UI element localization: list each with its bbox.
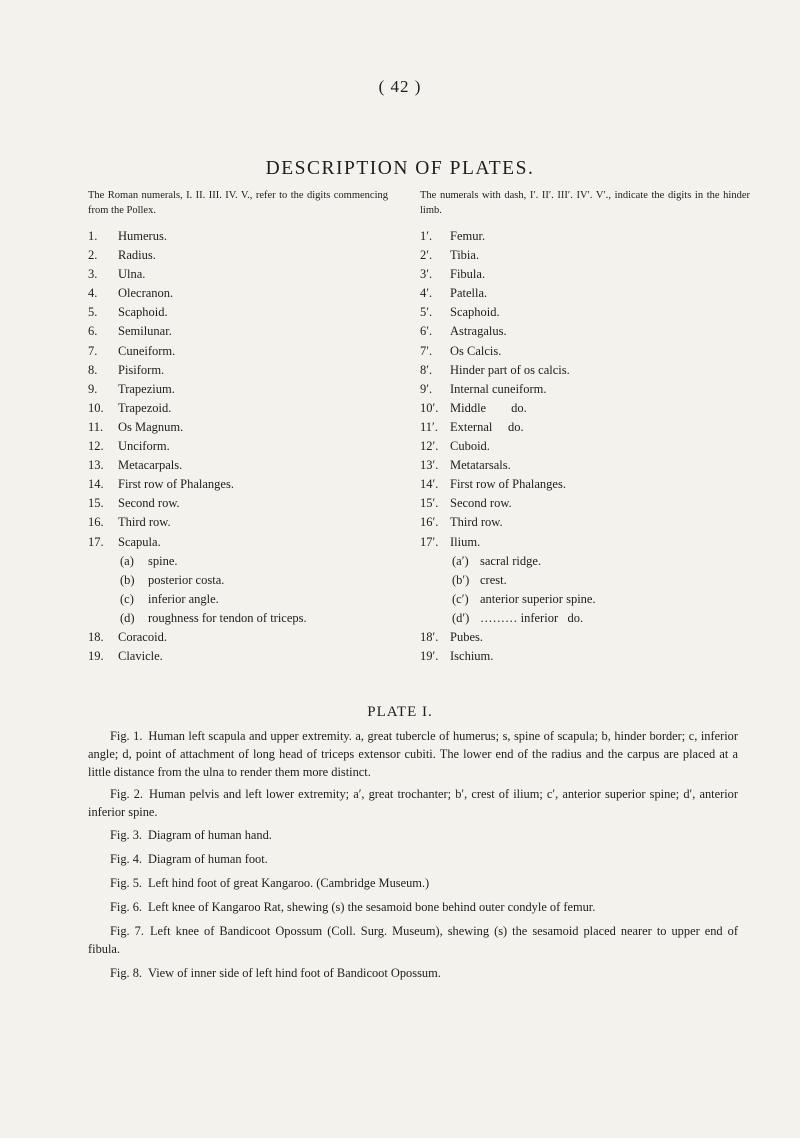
item-number: 1′. [420, 229, 433, 243]
sub-item-label: (c′) [452, 591, 469, 606]
list-item [88, 399, 428, 418]
page-number: ( 42 ) [378, 77, 422, 96]
item-text: Scapula. [118, 534, 161, 549]
list-item [88, 590, 428, 609]
list-item [420, 590, 760, 609]
item-number: 6. [88, 324, 98, 339]
item-number: 12′. [420, 439, 439, 454]
item-number: 18. [88, 629, 104, 644]
item-number: 2′. [420, 248, 433, 263]
sub-item-label: (d) [120, 610, 135, 625]
list-item [420, 437, 760, 456]
item-text: Ulna. [118, 267, 146, 282]
item-text: Scaphoid. [118, 305, 168, 320]
figure-descriptions [88, 728, 738, 989]
list-item [420, 418, 760, 437]
list-item [88, 342, 428, 361]
item-text: Cuneiform. [118, 343, 176, 358]
forelimb-bone-list [88, 227, 428, 666]
item-text: Clavicle. [118, 649, 163, 664]
item-text: Femur. [450, 229, 486, 243]
list-item [88, 456, 428, 475]
item-text: Trapezoid. [118, 400, 172, 415]
sub-item-text: crest. [480, 572, 507, 587]
list-item [88, 380, 428, 399]
list-item [420, 322, 760, 341]
figure-description [88, 965, 738, 983]
list-item [88, 322, 428, 341]
plate-title: PLATE I. [367, 704, 433, 720]
item-text: Os Magnum. [118, 419, 184, 434]
item-number: 14. [88, 477, 104, 492]
figure-label: Fig. 2. [110, 787, 144, 802]
figure-label: Fig. 8. [110, 965, 143, 980]
item-text: Semilunar. [118, 324, 172, 339]
sub-item-text: spine. [148, 553, 178, 568]
item-text: Ilium. [450, 534, 481, 549]
list-item [420, 533, 760, 552]
figure-description [88, 851, 738, 869]
figure-description [88, 899, 738, 917]
sub-item-text: inferior angle. [148, 591, 219, 606]
sub-item-label: (b) [120, 572, 135, 587]
item-number: 17. [88, 534, 104, 549]
item-number: 9′. [420, 381, 433, 396]
item-text: Middle do. [450, 400, 527, 415]
figure-text: Left hind foot of great Kangaroo. (Cambridge Museum.) [148, 875, 430, 890]
figure-label: Fig. 4. [110, 851, 143, 866]
item-number: 14′. [420, 477, 439, 492]
list-item [88, 361, 428, 380]
list-item [88, 475, 428, 494]
sub-item-label: (a) [120, 553, 134, 568]
figure-description [88, 923, 738, 959]
item-number: 3. [88, 267, 98, 282]
list-item [88, 609, 428, 628]
item-number: 17′. [420, 534, 439, 549]
list-item [88, 513, 428, 532]
sub-item-text: sacral ridge. [480, 553, 542, 568]
item-text: Radius. [118, 248, 156, 263]
sub-item-label: (b′) [452, 572, 470, 587]
item-text: Third row. [450, 515, 503, 530]
item-text: Scaphoid. [450, 305, 500, 320]
list-item [420, 571, 760, 590]
item-text: Hinder part of os calcis. [450, 362, 570, 377]
item-number: 13. [88, 458, 104, 473]
item-number: 5. [88, 305, 98, 320]
item-text: Fibula. [450, 267, 486, 282]
item-number: 2. [88, 248, 98, 263]
list-item [420, 456, 760, 475]
item-text: Second row. [450, 496, 512, 511]
item-text: Cuboid. [450, 439, 490, 454]
figure-description [88, 728, 738, 781]
item-text: Humerus. [118, 229, 167, 243]
item-text: External do. [450, 419, 524, 434]
list-item [420, 475, 760, 494]
item-text: Patella. [450, 286, 488, 301]
list-item [420, 380, 760, 399]
figure-description [88, 827, 738, 845]
sub-item-label: (c) [120, 591, 134, 606]
figure-description [88, 786, 738, 822]
figure-label: Fig. 7. [110, 923, 144, 938]
intro-left-note: The Roman numerals, I. II. III. IV. V., refer to the digits commencing from the Pollex. [88, 190, 388, 216]
item-number: 6′. [420, 324, 433, 339]
list-item [420, 284, 760, 303]
item-number: 11′. [420, 419, 438, 434]
item-number: 12. [88, 439, 104, 454]
item-text: Pubes. [450, 629, 483, 644]
list-item [420, 494, 760, 513]
item-text: Astragalus. [450, 324, 507, 339]
figure-text: Human left scapula and upper extremity. a, great tubercle of humerus; s, spine of scapula; b, hinder border; c, inferior angle; d, point of attachment of long head of triceps extensor cubiti. The lower end of the radius and the carpus are placed at a little distance from the ulna to render them more distinct. [88, 729, 738, 779]
sub-item-label: (a′) [452, 553, 469, 568]
page-title: DESCRIPTION OF PLATES. [265, 158, 535, 179]
item-number: 4. [88, 286, 98, 301]
list-item [88, 246, 428, 265]
item-number: 19. [88, 649, 104, 664]
list-item [88, 571, 428, 590]
item-text: Internal cuneiform. [450, 381, 547, 396]
item-number: 1. [88, 229, 98, 243]
item-text: First row of Phalanges. [118, 477, 234, 492]
sub-item-label: (d′) [452, 610, 470, 625]
figure-label: Fig. 1. [110, 729, 143, 743]
list-item [420, 513, 760, 532]
figure-text: Diagram of human hand. [148, 827, 272, 842]
item-number: 11. [88, 419, 104, 434]
item-number: 15′. [420, 496, 439, 511]
list-item [420, 399, 760, 418]
list-item [420, 303, 760, 322]
list-item [88, 647, 428, 666]
list-item [88, 494, 428, 513]
list-item [420, 628, 760, 647]
list-item [88, 533, 428, 552]
item-number: 16. [88, 515, 104, 530]
item-number: 4′. [420, 286, 433, 301]
item-number: 5′. [420, 305, 433, 320]
item-text: First row of Phalanges. [450, 477, 566, 492]
list-item [88, 227, 428, 246]
item-number: 10′. [420, 400, 439, 415]
list-item [420, 609, 760, 628]
item-text: Unciform. [118, 439, 170, 454]
list-item [88, 418, 428, 437]
item-text: Pisiform. [118, 362, 165, 377]
list-item [88, 284, 428, 303]
figure-label: Fig. 3. [110, 827, 143, 842]
list-item [420, 361, 760, 380]
list-item [420, 265, 760, 284]
figure-description [88, 875, 738, 893]
item-number: 10. [88, 400, 104, 415]
sub-item-text: ……… inferior do. [480, 610, 584, 625]
item-text: Third row. [118, 515, 171, 530]
intro-right-note: The numerals with dash, I′. II′. III′. IV′. V′., indicate the digits in the hinder limb. [420, 190, 750, 216]
figure-text: Left knee of Kangaroo Rat, shewing (s) the sesamoid bone behind outer condyle of femur. [148, 899, 596, 914]
item-text: Trapezium. [118, 381, 175, 396]
list-item [420, 227, 760, 246]
item-number: 13′. [420, 458, 439, 473]
figure-text: Diagram of human foot. [148, 851, 268, 866]
list-item [88, 437, 428, 456]
figure-label: Fig. 6. [110, 899, 143, 914]
item-number: 7′. [420, 343, 433, 358]
item-text: Metatarsals. [450, 458, 511, 473]
item-number: 8′. [420, 362, 433, 377]
list-item [420, 342, 760, 361]
item-text: Tibia. [450, 248, 480, 263]
item-number: 3′. [420, 267, 433, 282]
item-text: Olecranon. [118, 286, 174, 301]
sub-item-text: posterior costa. [148, 572, 225, 587]
item-text: Second row. [118, 496, 180, 511]
sub-item-text: anterior superior spine. [480, 591, 596, 606]
item-text: Metacarpals. [118, 458, 183, 473]
item-text: Coracoid. [118, 629, 167, 644]
hindlimb-bone-list [420, 227, 760, 666]
item-number: 15. [88, 496, 104, 511]
figure-text: View of inner side of left hind foot of Bandicoot Opossum. [148, 965, 441, 980]
list-item [420, 647, 760, 666]
item-text: Os Calcis. [450, 343, 502, 358]
item-number: 8. [88, 362, 98, 377]
list-item [88, 628, 428, 647]
list-item [88, 552, 428, 571]
item-number: 7. [88, 343, 98, 358]
item-number: 16′. [420, 515, 439, 530]
list-item [420, 552, 760, 571]
item-number: 18′. [420, 629, 439, 644]
figure-label: Fig. 5. [110, 875, 143, 890]
list-item [88, 303, 428, 322]
figure-text: Human pelvis and left lower extremity; a′, great trochanter; b′, crest of ilium; c′, anterior superior spine; d′, anterior inferior spine. [88, 787, 738, 820]
item-number: 19′. [420, 649, 439, 664]
list-item [88, 265, 428, 284]
list-item [420, 246, 760, 265]
item-text: Ischium. [450, 649, 494, 664]
item-number: 9. [88, 381, 98, 396]
figure-text: Left knee of Bandicoot Opossum (Coll. Surg. Museum), shewing (s) the sesamoid placed nearer to upper end of fibula. [88, 923, 738, 956]
sub-item-text: roughness for tendon of triceps. [148, 610, 307, 625]
